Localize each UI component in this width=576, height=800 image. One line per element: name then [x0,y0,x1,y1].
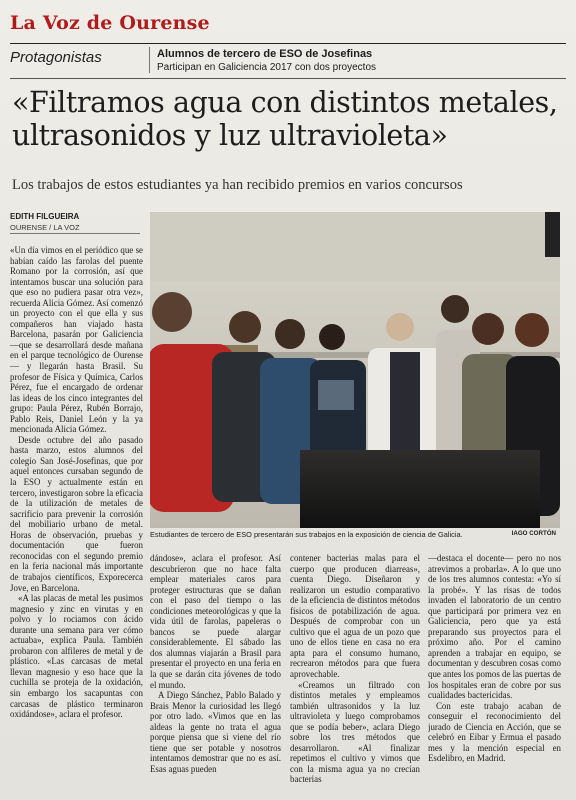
article-photo [150,212,560,528]
caption-text: Estudiantes de tercero de ESO presentarán sus trabajos en la exposición de ciencia de Galicia. [150,530,463,539]
article-column-4 [428,553,561,793]
paragraph: Desde octubre del año pasado hasta marzo, estos alumnos del colegio San José-Josefinas, que por aquel entonces cursaban segundo de la ESO y actualmente están en tercero, investigaron sobre la eficacia de la utilización de metales de sacrificio para prevenir la corrosión del mobiliario urbano de metal. Horas de observación, pruebas y documentación que fueron reconocidas con el segundo premio en la feria nacional más importante de trabajos científicos, Exporecerca Jove, en Barcelona. [10,434,143,593]
photo-caption [150,530,560,539]
byline-author: EDITH FILGUEIRA [10,212,80,221]
paragraph: —destaca el docente— pero no nos atrevimos a probarla». A lo que uno de los tres alumnos contesta: «Yo sí la probé». Y las risas de todos invaden el laboratorio de un centro que participará por primera vez en Galiciencia, pero que ya está preparando sus proyectos para el próximo año. Por el camino aprenden a trabajar en equipo, se documentan y descubren cosas como que antes los pomos de las puertas de los hospitales eran de cobre por sus cualidades bactericidas. [428,553,561,701]
header-rule [10,78,566,79]
masthead-logo: La Voz de Ourense [10,12,210,34]
paragraph: «A las placas de metal les pusimos magnesio y zinc en virutas y en polvo y lo rociamos con ácido durante una semana para ver cómo actuaba», explica Paula. También probaron con alfileres de metal y de plástico. «Las carcasas de metal llevan magnesio y eso hace que la cuchilla se proteja de la oxidación, sin embargo los sacapuntas con carcasas de plástico terminaron oxidándose», aclara el profesor. [10,593,143,720]
article-column-2 [150,553,281,793]
byline-place: OURENSE / LA VOZ [10,223,80,232]
byline-rule [10,233,140,234]
masthead-rule [10,43,566,44]
paragraph: «Un día vimos en el periódico que se habían caído las farolas del puente Romano por la corrosión, así que intentamos buscar una solución para que eso no pudiera pasar otra vez», recuerda Alicia Gómez. Así comenzó un proyecto con el que ella y sus compañeros han viajado hasta Barcelona, pasarán por Galiciencia —que se desarrollará desde mañana en el parque tecnológico de Ourense— y llegarán hasta Brasil. Su profesor de Física y Química, Carlos Pérez, fue el encargado de ordenar las ideas de los cinco integrantes del grupo: Paula Pérez, Rubén Borrajo, Pablo Reis, Daniel León y la ya mencionada Alicia Gómez. [10,245,143,435]
paragraph: contener bacterias malas para el cuerpo que producen diarreas», cuenta Diego. Diseñaron y realizaron un estudio comparativo de la eficiencia de distintos métodos físicos de potabilización de agua. Después de comprobar con un cultivo que el agua de un pozo que uno de ellos tiene en casa no era apta para el consumo humano, recrearon métodos para que fuera aprovechable. [290,553,420,680]
subheadline: Los trabajos de estos estudiantes ya han recibido premios en varios concursos [12,177,463,193]
article-column-3 [290,553,420,793]
paragraph: Con este trabajo acaban de conseguir el reconocimiento del jurado de Ciencia en Acción, que se celebró en Eibar y Ermua el pasado mes y la mención especial en Esdelibro, en Madrid. [428,700,561,764]
kicker-title: Alumnos de tercero de ESO de Josefinas [157,48,373,60]
headline: «Filtramos agua con distintos metales, ultrasonidos y luz ultravioleta» [12,86,558,152]
paragraph: «Creamos un filtrado con distintos metales y empleamos también ultrasonidos y la luz ultravioleta y luego comprobamos que se podía beber», aclara Diego sobre los tres métodos que desarrollaron. «Al finalizar repetimos el cultivo y vimos que con la misma agua ya no crecían bacterias [290,679,420,785]
paragraph: dándose», aclara el profesor. Así descubrieron que no hace falta emplear materiales caros para proteger estructuras que se dañan con el paso del tiempo o las condiciones meteorológicas y que la vida útil de farolas, papeleras o bancos se puede alargar considerablemente. El sábado las dos alumnas viajarán a Brasil para presentar el proyecto en una feria en la que se darán cita jóvenes de todo el mundo. [150,553,281,690]
article-column-1 [10,245,143,793]
section-label: Protagonistas [10,49,102,66]
kicker-subtitle: Participan en Galiciencia 2017 con dos proyectos [157,62,377,73]
paragraph: A Diego Sánchez, Pablo Balado y Brais Menor la curiosidad les llegó por otro lado. «Vimos que en las aldeas la gente no trata el agua porque piensa que si viene del río tiene que ser potable y nosotros intentamos demostrar que no es así. Esas aguas pueden [150,690,281,774]
photo-credit: IAGO CORTÓN [511,530,556,537]
header-divider [149,47,150,73]
